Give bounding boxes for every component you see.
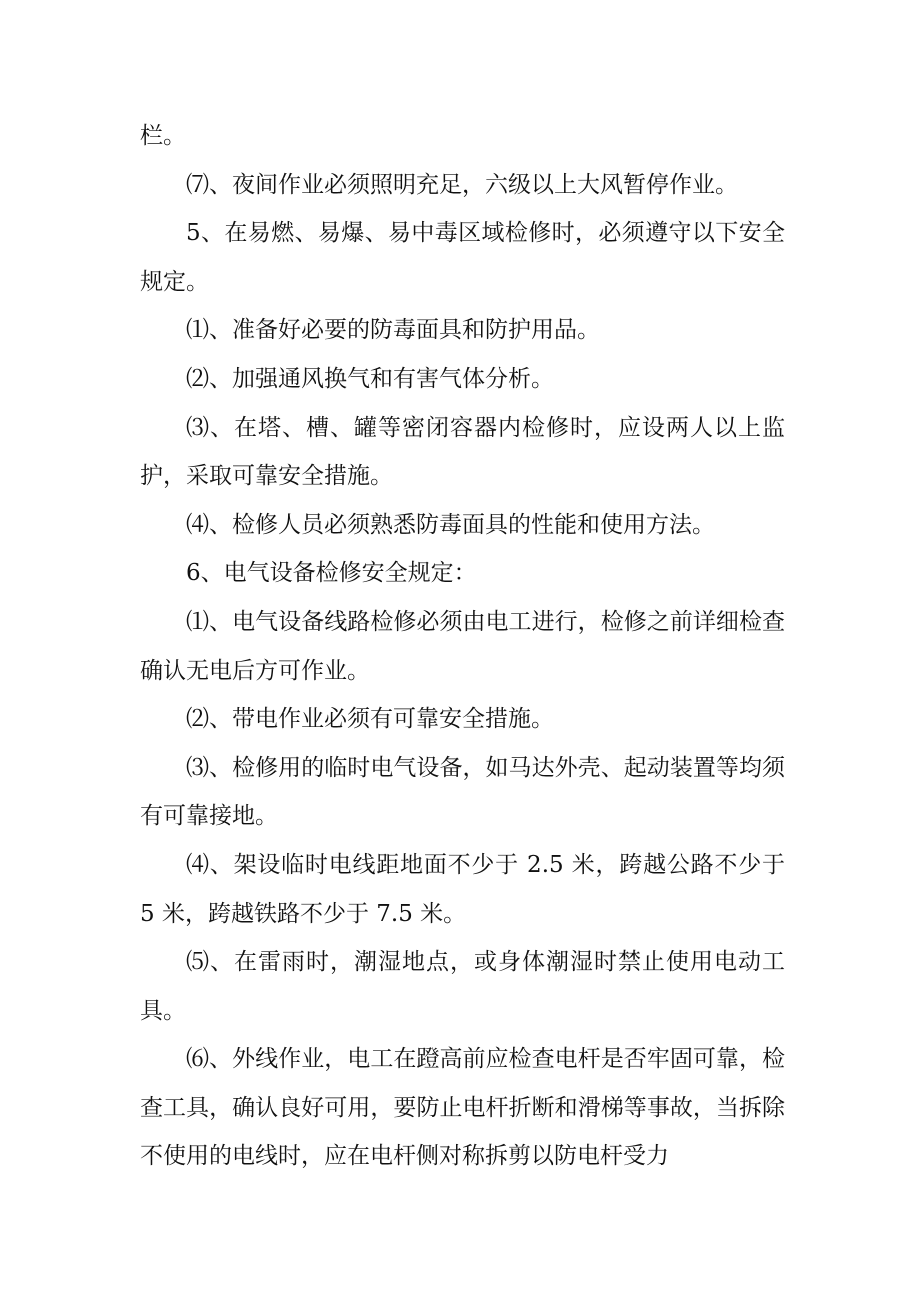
paragraph-item-6-outdoor-lines: ⑹、外线作业，电工在蹬高前应检查电杆是否牢固可靠，检查工具，确认良好可用，要防止电杆折断和滑梯等事故，当拆除不使用的电线时，应在电杆侧对称拆剪以防电杆受力 <box>140 1046 785 1170</box>
paragraph-item-7-night-work: ⑺、夜间作业必须照明充足，六级以上大风暂停作业。 <box>186 171 738 198</box>
paragraph-item-4-wire-clearance: ⑷、架设临时电线距地面不少于 2.5 米，跨越公路不少于 5 米，跨越铁路不少于 7.5 米。 <box>140 851 785 927</box>
paragraph-item-2-ventilation: ⑵、加强通风换气和有害气体分析。 <box>186 365 554 392</box>
paragraph-item-3-grounding: ⑶、检修用的临时电气设备，如马达外壳、起动装置等均须有可靠接地。 <box>140 754 785 830</box>
paragraph-item-1-gas-masks: ⑴、准备好必要的防毒面具和防护用品。 <box>186 317 600 344</box>
paragraph-item-1-electrician: ⑴、电气设备线路检修必须由电工进行，检修之前详细检查确认无电后方可作业。 <box>140 608 785 684</box>
paragraph-item-3-closed-vessels: ⑶、在塔、槽、罐等密闭容器内检修时，应设两人以上监护，采取可靠安全措施。 <box>140 414 785 490</box>
paragraph-item-5-wet-conditions: ⑸、在雷雨时，潮湿地点，或身体潮湿时禁止使用电动工具。 <box>140 949 785 1024</box>
document-body <box>140 112 785 1181</box>
paragraph-continuation: 栏。 <box>140 123 186 149</box>
paragraph-section-6-electrical: 6、电气设备检修安全规定： <box>186 560 477 587</box>
paragraph-item-2-live-work: ⑵、带电作业必须有可靠安全措施。 <box>186 706 554 733</box>
paragraph-item-4-mask-usage: ⑷、检修人员必须熟悉防毒面具的性能和使用方法。 <box>186 511 715 538</box>
paragraph-section-5-hazard-zone: 5、在易燃、易爆、易中毒区域检修时，必须遵守以下安全规定。 <box>140 220 785 295</box>
